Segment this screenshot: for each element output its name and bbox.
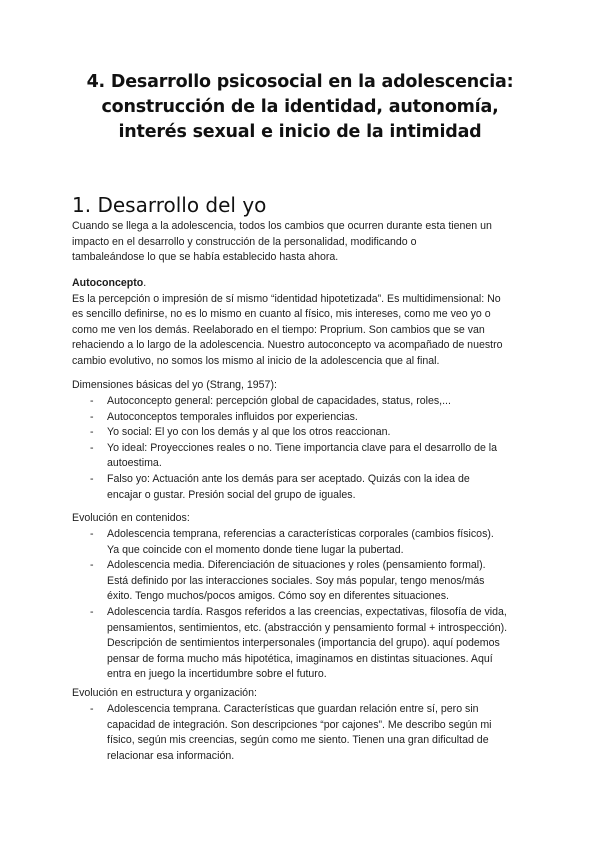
estructura-heading: Evolución en estructura y organización: (72, 687, 257, 699)
autoconcepto-heading (72, 276, 532, 292)
list-item-line: Está definido por las interacciones sociales. Soy más popular, tengo menos/más (107, 574, 485, 587)
document-title (60, 70, 540, 145)
paragraph-line: rehaciendo a lo largo de la adolescencia. Nuestro autoconcepto va acompañado de nuestro (72, 339, 503, 352)
list-item-line: Yo ideal: Proyecciones reales o no. Tiene importancia clave para el desarrollo de la (107, 441, 498, 454)
list-item (72, 472, 532, 503)
list-item-line: Adolescencia temprana, referencias a características corporales (cambios físicos). (107, 528, 494, 540)
list-item-line: Descripción de sentimientos interpersonales (importancia del grupo). aquí podemos (107, 637, 500, 650)
list-item-line: capacidad de integración. Son descripciones “por cajones”. Me describo según mi (107, 718, 492, 731)
contenidos-list (72, 527, 532, 683)
autoconcepto-label: Autoconcepto (72, 277, 144, 289)
bullet-dash: - (90, 559, 94, 572)
list-item-line: autoestima. (107, 457, 162, 470)
list-item-line: Falso yo: Actuación ante los demás para ser aceptado. Quizás con la idea de (107, 472, 470, 485)
list-item-line: pensamientos, sentimientos, etc. (abstracción y pensamiento formal + introspección). (107, 621, 508, 634)
bullet-dash: - (90, 426, 94, 439)
paragraph-line: es sencillo definirse, no es lo mismo en cuanto al físico, mis intereses, como me veo yo o (72, 308, 491, 321)
list-item-line: encajar o gustar. Presión social del grupo de iguales. (107, 488, 356, 501)
intro-line: Cuando se llega a la adolescencia, todos los cambios que ocurren durante esta tienen un (72, 220, 492, 232)
list-item-line: éxito. Tengo muchos/pocos amigos. Cómo soy en diferentes situaciones. (107, 590, 449, 603)
contenidos-heading: Evolución en contenidos: (72, 512, 190, 524)
list-item-line: Adolescencia temprana. Características que guardan relación entre sí, pero sin (107, 703, 479, 715)
list-item-line: relacionar esa información. (107, 749, 235, 762)
list-item-line: Autoconceptos temporales influidos por experiencias. (107, 410, 358, 423)
estructura-list (72, 702, 532, 764)
list-item-line: entra en juego la incertidumbre sobre el futuro. (107, 668, 327, 681)
title-line-3: interés sexual e inicio de la intimidad (118, 122, 482, 142)
list-item (72, 527, 532, 558)
list-item (72, 605, 532, 683)
list-item (72, 702, 532, 764)
list-item (72, 441, 532, 472)
dimensiones-heading: Dimensiones básicas del yo (Strang, 1957): (72, 379, 277, 391)
list-item (72, 425, 532, 441)
autoconcepto-paragraph (72, 276, 532, 370)
intro-line: impacto en el desarrollo y construcción de la personalidad, modificando o (72, 235, 417, 248)
section-heading: 1. Desarrollo del yo (72, 193, 267, 217)
paragraph-line: cambio evolutivo, no somos los mismo al inicio de la adolescencia que al final. (72, 354, 440, 367)
list-item-line: físico, según mis creencias, según como me siento. Tienen una gran dificultad de (107, 734, 489, 747)
list-item-line: Ya que coincide con el momento donde tiene lugar la pubertad. (107, 543, 404, 556)
list-item-line: Adolescencia media. Diferenciación de situaciones y roles (pensamiento formal). (107, 559, 486, 572)
bullet-dash: - (90, 395, 94, 407)
autoconcepto-period: . (143, 277, 147, 289)
intro-paragraph (72, 219, 532, 266)
list-item-line: Adolescencia tardía. Rasgos referidos a las creencias, expectativas, filosofía de vida, (107, 605, 507, 618)
bullet-dash: - (90, 528, 94, 540)
list-item (72, 394, 532, 410)
list-item (72, 410, 532, 426)
bullet-dash: - (90, 605, 94, 618)
title-line-2: construcción de la identidad, autonomía, (101, 97, 499, 117)
title-line-1: 4. Desarrollo psicosocial en la adolescencia: (86, 72, 514, 92)
list-item-line: Autoconcepto general: percepción global de capacidades, status, roles,... (107, 395, 451, 407)
list-item-line: Yo social: El yo con los demás y al que los otros reaccionan. (107, 426, 391, 439)
list-item-line: pensar de forma mucho más hipotética, imaginamos en distintas situaciones. Aquí (107, 652, 493, 665)
dimensiones-list (72, 394, 532, 503)
bullet-dash: - (90, 703, 94, 715)
bullet-dash: - (90, 472, 94, 485)
paragraph-line: Es la percepción o impresión de sí mismo “identidad hipotetizada”. Es multidimensional: No (72, 292, 501, 305)
bullet-dash: - (90, 410, 94, 423)
paragraph-line: como me ven los demás. Reelaborado en el tiempo: Proprium. Son cambios que se van (72, 323, 485, 336)
intro-line: tambaleándose lo que se había establecido hasta ahora. (72, 251, 339, 264)
bullet-dash: - (90, 441, 94, 454)
list-item (72, 558, 532, 605)
